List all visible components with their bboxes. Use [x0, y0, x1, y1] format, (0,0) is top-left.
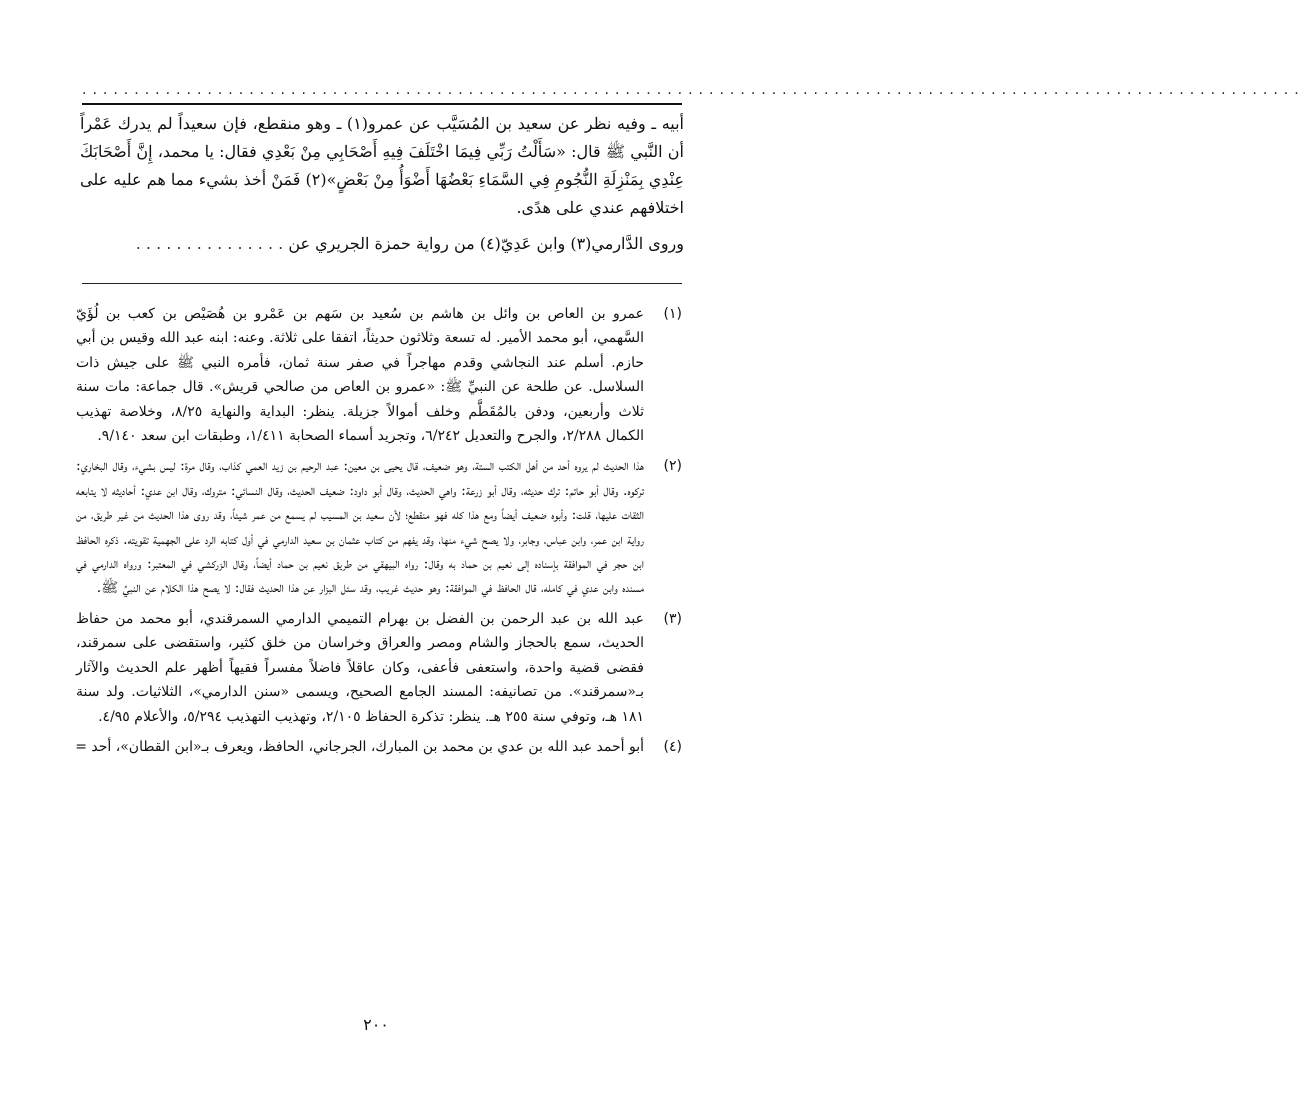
footnote-separator — [82, 283, 682, 284]
footnote-4 — [76, 735, 686, 759]
top-rule — [82, 103, 682, 105]
main-text — [80, 110, 684, 258]
footnote-number: (١) — [663, 306, 682, 322]
footnote-text: عبد الله بن عبد الرحمن بن الفضل بن بهرام التميمي الدارمي السمرقندي، أبو محمد من حفاظ الحديث، سمع بالحجاز والشام ومصر والعراق وخراسان من خلق كثير، واستقضى على سمرقند، فقضى قضية واحدة، واستعفى فأعفى، وكان عاقلاً فاضلاً مفسراً فقيهاً أظهر علم الحديث والآثار بـ«سمرقند». من تصانيفه: المسند الجامع الصحيح، ويسمى «سنن الدارمي»، الثلاثيات. ولد سنة ١٨١ هـ، وتوفي سنة ٢٥٥ هـ. ينظر: تذكرة الحفاظ ٢/١٠٥، وتهذيب التهذيب ٥/٢٩٤، والأعلام ٤/٩٥. — [76, 610, 644, 725]
footnote-number: (٢) — [663, 458, 682, 475]
main-paragraph-1: أبيه ـ وفيه نظر عن سعيد بن المُسَيَّب عن عمرو(١) ـ وهو منقطع، فإن سعيداً لم يدرك عَمْراً أن النَّبي ﷺ قال: «سَأَلْتُ رَبِّي فِيمَا اخْتَلَفَ فِيهِ أَصْحَابِي مِنْ بَعْدِي فقال: يا محمد، إِنَّ أَصْحَابَكَ عِنْدِي بِمَنْزِلَةِ النُّجُومِ فِي السَّمَاءِ بَعْضُهَا أَضْوَأُ مِنْ بَعْضٍ»(٢) فَمَنْ أخذ بشيء مما هم عليه على اختلافهم عندي على هدًى. — [80, 114, 685, 217]
footnote-text: أبو أحمد عبد الله بن عدي بن محمد بن المبارك، الجرجاني، الحافظ، ويعرف بـ«ابن القطان»، أحد = — [75, 738, 644, 755]
footnotes — [76, 302, 686, 765]
footnote-number: (٤) — [663, 738, 682, 755]
main-paragraph-2 — [80, 230, 684, 258]
top-dotted-line: ..................................................................................................................... — [82, 82, 1305, 98]
footnote-3 — [76, 607, 686, 729]
footnote-1 — [76, 302, 686, 448]
footnote-number: (٣) — [663, 610, 682, 627]
page-number: ٢٠٠ — [363, 1015, 389, 1034]
footnote-text: هذا الحديث لم يروه أحد من أهل الكتب الستة، وهو ضعيف، قال يحيى بن معين: عبد الرحيم بن زيد العمي كذاب، وقال مرة: ليس بشيء، وقال البخاري: تركوه. وقال أبو حاتم: ترك حديثه، وقال أبو زرعة: واهي الحديث، وقال أبو داود: ضعيف الحديث، وقال النسائي: متروك، وقال ابن عدي: أحاديثه لا يتابعه الثقات عليها، قلت: وأبوه ضعيف أيضاً ومع هذا كله فهو منقطع؛ لأن سعيد بن المسيب لم يسمع من عمر شيئاً، وقد روى هذا الحديث من غير طريق، من رواية ابن عمر، وابن عباس، وجابر، ولا يصح شيء منها، وقد يفهم من كتاب عثمان بن سعيد الدارمي في أول كتابه الرد على الجهمية تقويته. ذكره الحافظ ابن حجر في الموافقة بإسناده إلى نعيم بن حماد به وقال: رواه البيهقي من طريق نعيم بن حماد أيضاً، وقال الزركشي في المعتبر: ورواه الدارمي في مسنده وابن عدي في كامله، قال الحافظ في الموافقة: وهو حديث غريب، وقد سئل البزار عن هذا الحديث فقال: لا يصح هذا الكلام عن النبيِّ ﷺ. — [76, 458, 644, 597]
main-paragraph-2-text: وروى الدَّارمي(٣) وابن عَدِيّ(٤) من رواية حمزة الجريري عن — [288, 234, 684, 253]
main-paragraph-2-dots: . . . . . . . . . . . . . . . — [135, 234, 284, 253]
footnote-text: عمرو بن العاص بن وائل بن هاشم بن سُعيد بن سَهم بن عَمْرو بن هُصَيْص بن كعب بن لُؤَيّ السَّهمي، أبو محمد الأمير. له تسعة وثلاثون حديثاً، اتفقا على ثلاثة. وعنه: ابنه عبد الله وقيس بن أبي حازم. أسلم عند النجاشي وقدم مهاجراً في صفر سنة ثمان، فأمره النبي ﷺ على جيش ذات السلاسل. عن طلحة عن النبيِّ ﷺ: «عمرو بن العاص من صالحي قريش». قال جماعة: مات سنة ثلاث وأربعين، ودفن بالمُقَطَّم وخلف أموالاً جزيلة. ينظر: البداية والنهاية ٨/٢٥، وخلاصة تهذيب الكمال ٢/٢٨٨، والجرح والتعديل ٦/٢٤٢، وتجريد أسماء الصحابة ١/٤١١، وطبقات ابن سعد ٩/١٤٠. — [76, 306, 645, 445]
footnote-2 — [76, 454, 686, 600]
